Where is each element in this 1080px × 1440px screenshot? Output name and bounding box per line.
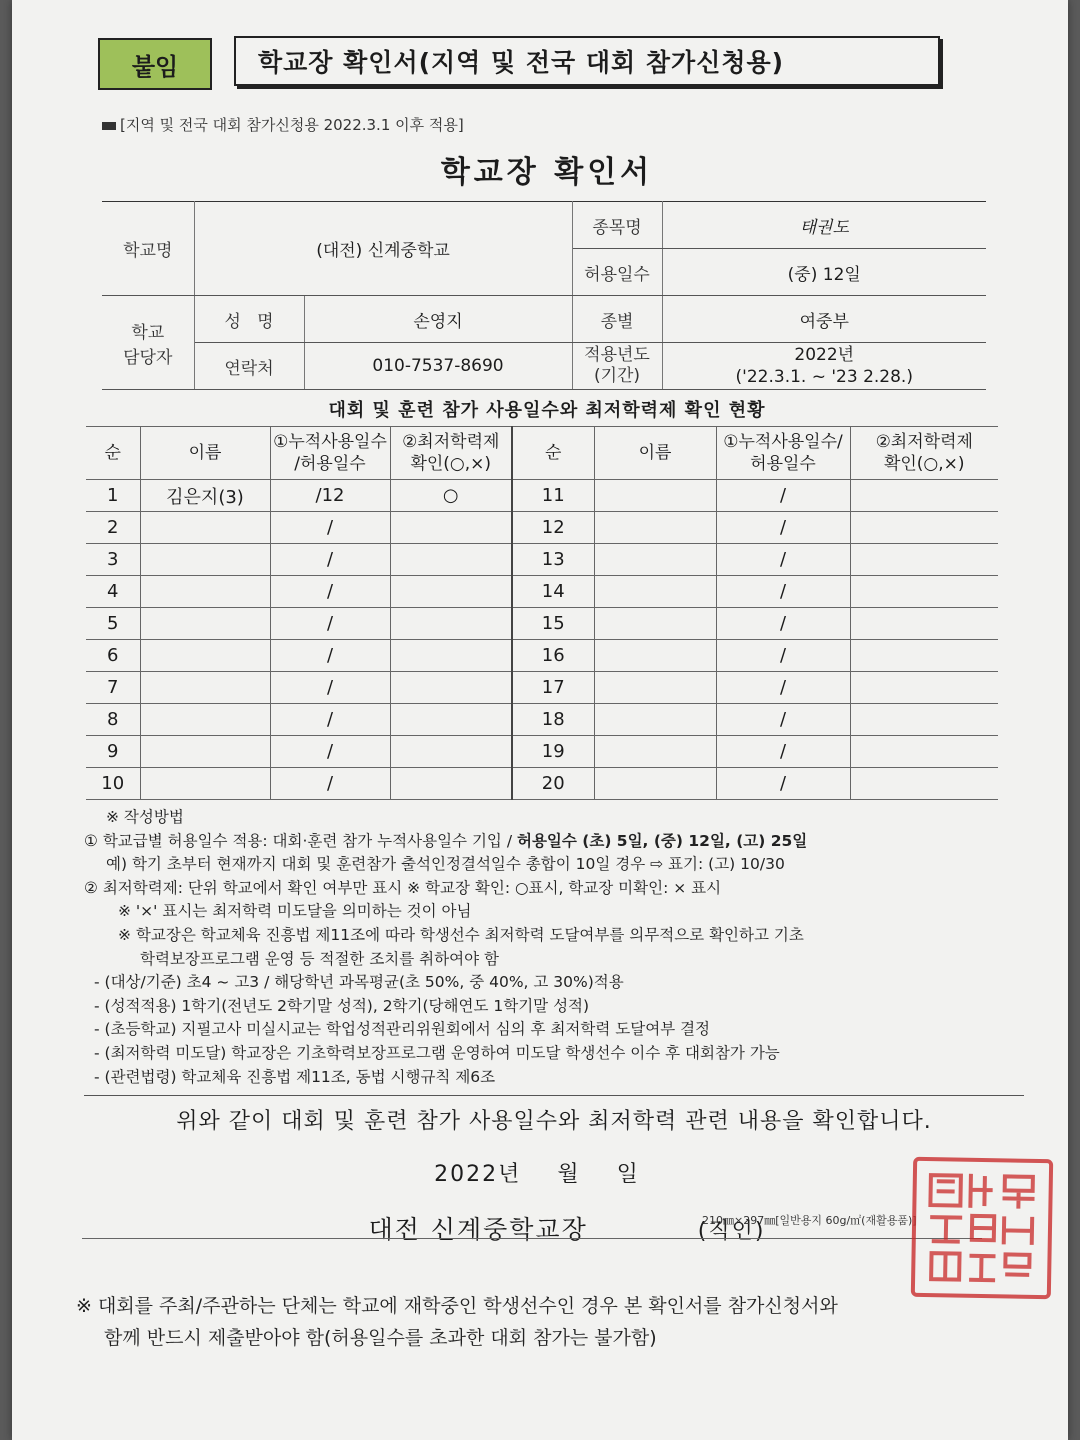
row-name xyxy=(594,544,716,576)
row-name xyxy=(594,672,716,704)
row-check xyxy=(850,736,998,768)
row-name xyxy=(140,704,270,736)
header-min-left xyxy=(390,427,512,480)
row-days: / xyxy=(716,640,850,672)
guide-item2-note-a: ※ '×' 표시는 최저학력 미도달을 의미하는 것이 아님 xyxy=(118,902,472,921)
row-name xyxy=(140,576,270,608)
guide-heading: ※ 작성방법 xyxy=(106,808,184,826)
row-no: 14 xyxy=(512,576,594,608)
row-name xyxy=(140,672,270,704)
row-no: 6 xyxy=(86,640,140,672)
row-check xyxy=(850,704,998,736)
row-name xyxy=(140,736,270,768)
row-no: 5 xyxy=(86,608,140,640)
row-no: 19 xyxy=(512,736,594,768)
row-name xyxy=(594,480,716,512)
guide-item2-note-c: 학력보장프로그램 운영 등 적절한 조치를 취하여야 함 xyxy=(140,949,499,968)
divider xyxy=(82,1238,982,1239)
row-name xyxy=(594,640,716,672)
row-days: / xyxy=(716,480,850,512)
square-bullet-icon xyxy=(102,122,116,130)
type-label: 종별 xyxy=(572,296,662,343)
table-row xyxy=(86,672,998,704)
row-days: / xyxy=(270,544,390,576)
writing-guide xyxy=(84,806,1002,1089)
confirmation-statement: 위와 같이 대회 및 훈련 참가 사용일수와 최저학력 관련 내용을 확인합니다. xyxy=(84,1095,1024,1135)
row-check xyxy=(850,544,998,576)
row-check xyxy=(390,544,512,576)
row-no: 7 xyxy=(86,672,140,704)
year-label-line2: (기간) xyxy=(593,366,641,386)
header-days-left-line1: ①누적사용일수 xyxy=(273,431,387,452)
footer-line2: 함께 반드시 제출받아야 함(허용일수를 초과한 대회 참가는 불가함) xyxy=(104,1327,657,1349)
row-no: 8 xyxy=(86,704,140,736)
row-check xyxy=(390,512,512,544)
table-row xyxy=(86,576,998,608)
contact-label: 연락처 xyxy=(194,343,304,390)
row-name xyxy=(594,608,716,640)
participation-table xyxy=(86,426,998,800)
header-name-right: 이름 xyxy=(594,427,716,480)
row-name xyxy=(594,576,716,608)
row-check xyxy=(390,576,512,608)
row-check xyxy=(390,672,512,704)
row-no: 16 xyxy=(512,640,594,672)
footer-note xyxy=(76,1290,1016,1354)
list-title: 대회 및 훈련 참가 사용일수와 최저학력제 확인 현황 xyxy=(328,400,766,421)
row-days: / xyxy=(716,672,850,704)
header-days-right-line1: ①누적사용일수/ xyxy=(723,431,843,452)
table-row xyxy=(86,480,998,512)
table-row xyxy=(86,512,998,544)
row-check xyxy=(850,672,998,704)
row-no: 4 xyxy=(86,576,140,608)
row-days: / xyxy=(716,736,850,768)
document-content xyxy=(72,30,1002,1246)
guide-item1-bold: 허용일수 (초) 5일, (중) 12일, (고) 25일 xyxy=(516,831,808,850)
guide-item1-example: 예) 학기 초부터 현재까지 대회 및 훈련참가 출석인정결석일수 총합이 10일 경우 ⇨ 표기: (고) 10/30 xyxy=(106,855,785,874)
row-name xyxy=(140,608,270,640)
row-name xyxy=(594,736,716,768)
row-no: 17 xyxy=(512,672,594,704)
guide-item2-note-b: ※ 학교장은 학교체육 진흥법 제11조에 따라 학생선수 최저학력 도달여부를 의무적으로 확인하고 기초 xyxy=(118,925,804,944)
year-value-period: ('22.3.1. ~ '23 2.28.) xyxy=(735,367,913,387)
table-header-row xyxy=(86,427,998,480)
row-no: 11 xyxy=(512,480,594,512)
row-name xyxy=(594,512,716,544)
school-label: 학교명 xyxy=(102,202,194,296)
table-row xyxy=(86,640,998,672)
row-days: / xyxy=(716,576,850,608)
row-check xyxy=(850,576,998,608)
header-title: 학교장 확인서(지역 및 전국 대회 참가신청용) xyxy=(234,36,940,86)
row-days: / xyxy=(270,736,390,768)
row-name xyxy=(140,640,270,672)
header-min-right xyxy=(850,427,998,480)
row-no: 15 xyxy=(512,608,594,640)
document-page xyxy=(12,0,1068,1440)
row-days: / xyxy=(716,608,850,640)
header-min-left-line2: 확인(○,×) xyxy=(410,454,492,474)
row-no: 1 xyxy=(86,480,140,512)
applicability-note xyxy=(102,114,1002,135)
guide-item2: ② 최저학력제: 단위 학교에서 확인 여부만 표시 ※ 학교장 확인: ○표시, 학교장 미확인: × 표시 xyxy=(84,878,722,897)
footer-line1: ※ 대회를 주최/주관하는 단체는 학교에 재학중인 학생선수인 경우 본 확인서를 참가신청서와 xyxy=(76,1295,838,1317)
header-days-right xyxy=(716,427,850,480)
row-check xyxy=(390,736,512,768)
header-days-right-line2: 허용일수 xyxy=(750,454,816,474)
row-no: 12 xyxy=(512,512,594,544)
row-no: 10 xyxy=(86,768,140,800)
row-name: 김은지(3) xyxy=(140,480,270,512)
header-min-right-line2: 확인(○,×) xyxy=(883,454,965,474)
header-min-right-line1: ②최저학력제 xyxy=(875,431,973,452)
row-days: / xyxy=(716,544,850,576)
header-no-right: 순 xyxy=(512,427,594,480)
row-name xyxy=(140,768,270,800)
row-days: / xyxy=(270,672,390,704)
guide-item1 xyxy=(84,830,1002,854)
official-seal-stamp xyxy=(911,1157,1053,1299)
table-row xyxy=(86,768,998,800)
manager-label-line2: 담당자 xyxy=(123,347,173,368)
row-check xyxy=(390,608,512,640)
manager-label-line1: 학교 xyxy=(131,322,165,343)
row-check xyxy=(390,704,512,736)
sport-value: 태권도 xyxy=(662,202,986,249)
row-no: 9 xyxy=(86,736,140,768)
row-check xyxy=(850,640,998,672)
applicability-note-text: [지역 및 전국 대회 참가신청용 2022.3.1 이후 적용] xyxy=(120,116,464,134)
manager-label xyxy=(102,296,194,390)
row-days: / xyxy=(270,640,390,672)
guide-dash2: - (성적적용) 1학기(전년도 2학기말 성적), 2학기(당해연도 1학기말 성적) xyxy=(94,996,590,1015)
principal-title: 대전 신계중학교장 xyxy=(368,1215,588,1245)
table-row xyxy=(86,704,998,736)
row-no: 13 xyxy=(512,544,594,576)
row-no: 3 xyxy=(86,544,140,576)
table-row xyxy=(86,544,998,576)
year-label xyxy=(572,343,662,390)
header-no-left: 순 xyxy=(86,427,140,480)
row-check xyxy=(850,480,998,512)
row-days: / xyxy=(270,576,390,608)
attachment-badge: 붙임 xyxy=(98,38,212,90)
row-name xyxy=(140,544,270,576)
table-row xyxy=(86,608,998,640)
row-name xyxy=(594,704,716,736)
row-days: /12 xyxy=(270,480,390,512)
row-name xyxy=(140,512,270,544)
contact-value: 010-7537-8690 xyxy=(304,343,572,390)
guide-dash1: - (대상/기준) 초4 ~ 고3 / 해당학년 과목평균(초 50%, 중 40%, 고 30%)적용 xyxy=(94,973,624,992)
paper-spec: 210㎜×297㎜[일반용지 60g/㎡(재활용품)] xyxy=(702,1214,917,1227)
row-no: 20 xyxy=(512,768,594,800)
row-days: / xyxy=(270,512,390,544)
row-days: / xyxy=(270,608,390,640)
header xyxy=(72,30,1002,92)
confirmation-date: 2022년 월 일 xyxy=(434,1162,640,1188)
guide-dash5: - (관련법령) 학교체육 진흥법 제11조, 동법 시행규칙 제6조 xyxy=(94,1067,496,1086)
row-check: ○ xyxy=(390,480,512,512)
row-days: / xyxy=(716,768,850,800)
row-check xyxy=(850,608,998,640)
table-row xyxy=(86,736,998,768)
row-check xyxy=(390,640,512,672)
info-table xyxy=(102,201,986,390)
header-name-left: 이름 xyxy=(140,427,270,480)
row-check xyxy=(850,768,998,800)
year-value-year: 2022년 xyxy=(794,344,855,365)
allowed-days-value: (중) 12일 xyxy=(662,249,986,296)
row-no: 2 xyxy=(86,512,140,544)
header-days-left xyxy=(270,427,390,480)
row-check xyxy=(850,512,998,544)
row-days: / xyxy=(716,704,850,736)
seal-stamp-icon xyxy=(915,1161,1049,1295)
name-value: 손영지 xyxy=(304,296,572,343)
row-check xyxy=(390,768,512,800)
name-label: 성 명 xyxy=(194,296,304,343)
header-days-left-line2: /허용일수 xyxy=(294,454,366,474)
official-seal-label: (직인) xyxy=(697,1219,766,1245)
row-days: / xyxy=(716,512,850,544)
year-label-line1: 적용년도 xyxy=(584,344,650,365)
header-min-left-line1: ②최저학력제 xyxy=(402,431,500,452)
row-days: / xyxy=(270,768,390,800)
document-title: 학교장 확인서 xyxy=(440,155,654,190)
row-days: / xyxy=(270,704,390,736)
row-name xyxy=(594,768,716,800)
row-no: 18 xyxy=(512,704,594,736)
type-value: 여중부 xyxy=(662,296,986,343)
allowed-days-label: 허용일수 xyxy=(572,249,662,296)
guide-dash3: - (초등학교) 지필고사 미실시교는 학업성적관리위원회에서 심의 후 최저학력 도달여부 결정 xyxy=(94,1020,711,1039)
guide-dash4: - (최저학력 미도달) 학교장은 기초학력보장프로그램 운영하여 미도달 학생선수 이수 후 대회참가 가능 xyxy=(94,1043,780,1062)
guide-item1-text: ① 학교급별 허용일수 적용: 대회·훈련 참가 누적사용일수 기입 / xyxy=(84,831,517,850)
year-value xyxy=(662,343,986,390)
school-value: (대전) 신계중학교 xyxy=(194,202,572,296)
sport-label: 종목명 xyxy=(572,202,662,249)
